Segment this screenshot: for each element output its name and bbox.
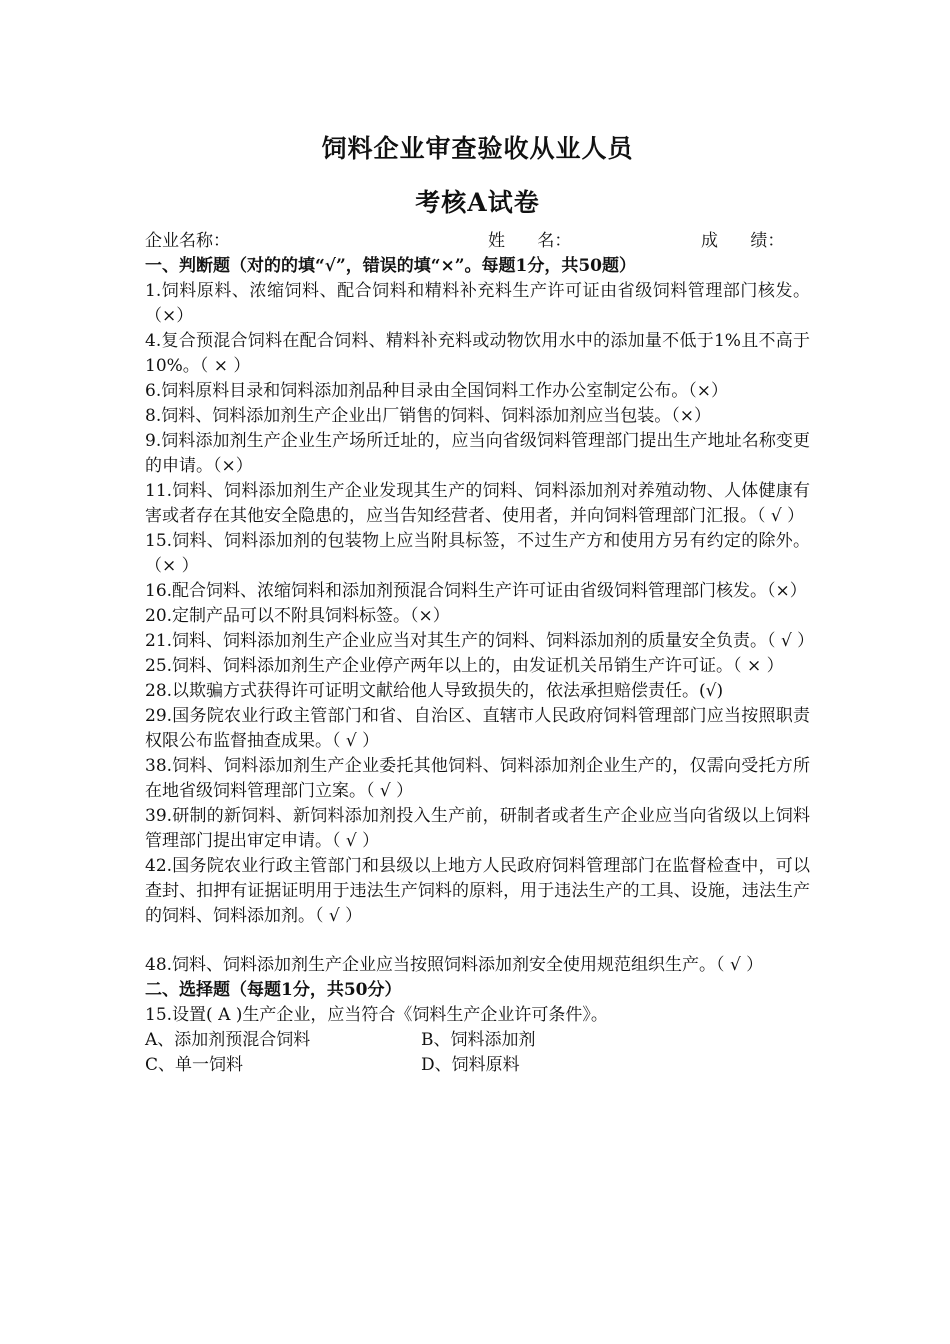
- question-item: 11.饲料、饲料添加剂生产企业发现其生产的饲料、饲料添加剂对养殖动物、人体健康有害或者存在其他安全隐患的，应当告知经营者、使用者，并向饲料管理部门汇报。（ √ ）: [145, 481, 810, 526]
- question-item: 8.饲料、饲料添加剂生产企业出厂销售的饲料、饲料添加剂应当包装。（×）: [145, 406, 711, 426]
- option-d: D、饲料原料: [421, 1055, 520, 1075]
- question-item: 42.国务院农业行政主管部门和县级以上地方人民政府饲料管理部门在监督检查中，可以查封、扣押有证据证明用于违法生产饲料的原料，用于违法生产的工具、设施，违法生产的饲料、饲料添加剂。（ √ ）: [145, 856, 810, 926]
- true-false-list: [145, 279, 815, 978]
- option-a: A、添加剂预混合饲料: [145, 1030, 311, 1050]
- question-item: 29.国务院农业行政主管部门和省、自治区、直辖市人民政府饲料管理部门应当按照职责权限公布监督抽查成果。（ √ ）: [145, 706, 810, 751]
- choice-question: 15.设置( A )生产企业，应当符合《饲料生产企业许可条件》。: [145, 1005, 608, 1025]
- header-fields: [145, 228, 810, 254]
- section-true-false-heading: 一、判断题（对的的填“√”，错误的填“×”。每题1分，共50题）: [145, 256, 637, 276]
- question-item: 48.饲料、饲料添加剂生产企业应当按照饲料添加剂安全使用规范组织生产。（ √ ）: [145, 955, 764, 975]
- question-item: 39.研制的新饲料、新饲料添加剂投入生产前，研制者或者生产企业应当向省级以上饲料管理部门提出审定申请。（ √ ）: [145, 806, 810, 851]
- section-multiple-choice-heading: 二、选择题（每题1分，共50分）: [145, 980, 402, 1000]
- question-item: 38.饲料、饲料添加剂生产企业委托其他饲料、饲料添加剂企业生产的，仅需向受托方所在地省级饲料管理部门立案。（ √ ）: [145, 756, 810, 801]
- question-item: 25.饲料、饲料添加剂生产企业停产两年以上的，由发证机关吊销生产许可证。（ × ）: [145, 656, 784, 676]
- option-b: B、饲料添加剂: [421, 1030, 536, 1050]
- choice-options: [145, 1028, 810, 1078]
- question-item: 1.饲料原料、浓缩饲料、配合饲料和精料补充料生产许可证由省级饲料管理部门核发。（×）: [145, 281, 810, 326]
- score-label: 成 绩：: [701, 231, 785, 251]
- document-subtitle: 考核A试卷: [415, 188, 540, 217]
- question-item: 15.饲料、饲料添加剂的包装物上应当附具标签，不过生产方和使用方另有约定的除外。（× ）: [145, 531, 810, 576]
- document-title: 饲料企业审查验收从业人员: [321, 134, 634, 163]
- examinee-name-label: 姓 名：: [488, 231, 572, 251]
- question-item: 4.复合预混合饲料在配合饲料、精料补充料或动物饮用水中的添加量不低于1%且不高于10%。（ × ）: [145, 331, 810, 376]
- exam-page: [145, 128, 815, 1078]
- question-item: 9.饲料添加剂生产企业生产场所迁址的，应当向省级饲料管理部门提出生产地址名称变更的申请。（×）: [145, 431, 810, 476]
- question-item: 16.配合饲料、浓缩饲料和添加剂预混合饲料生产许可证由省级饲料管理部门核发。（×）: [145, 581, 807, 601]
- question-item: 28.以欺骗方式获得许可证明文献给他人导致损失的，依法承担赔偿责任。(√): [145, 681, 724, 701]
- option-c: C、单一饲料: [145, 1055, 244, 1075]
- question-item: 20.定制产品可以不附具饲料标签。（×）: [145, 606, 450, 626]
- question-item: 21.饲料、饲料添加剂生产企业应当对其生产的饲料、饲料添加剂的质量安全负责。（ √ ）: [145, 631, 815, 651]
- company-name-label: 企业名称：: [145, 231, 230, 251]
- question-item: 6.饲料原料目录和饲料添加剂品种目录由全国饲料工作办公室制定公布。（×）: [145, 381, 728, 401]
